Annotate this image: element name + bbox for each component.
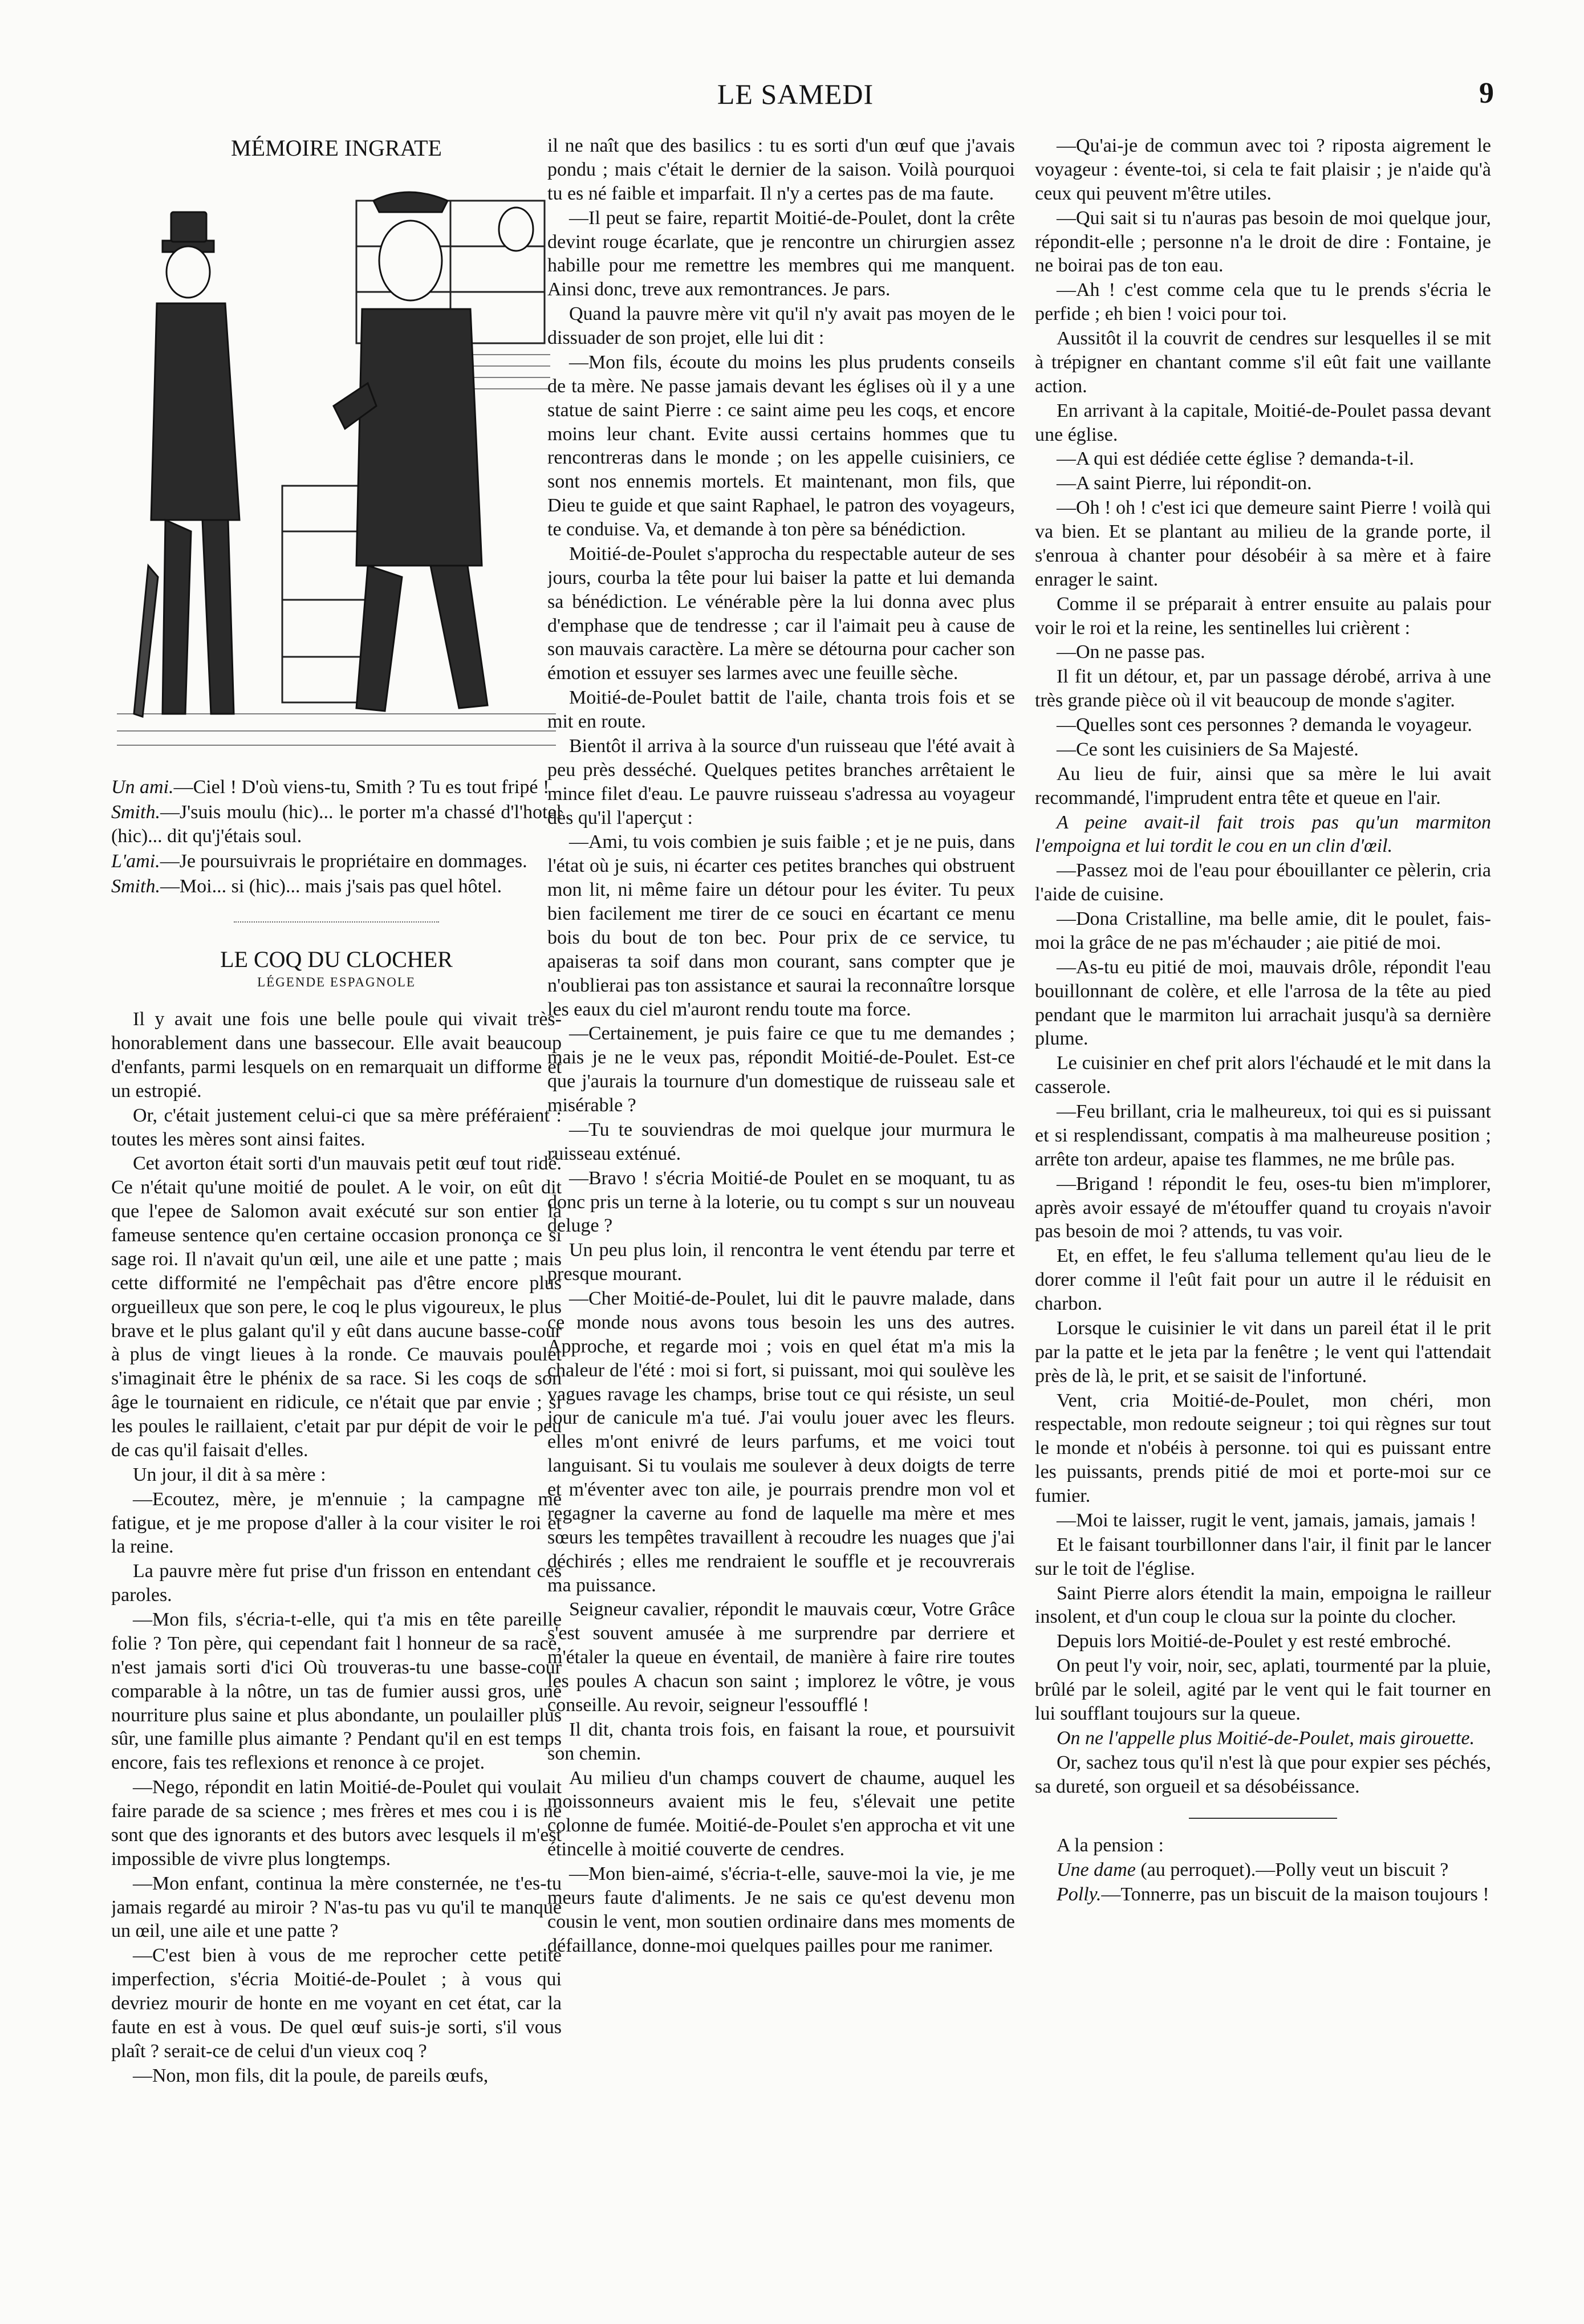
paragraph: Il fit un détour, et, par un passage dérobé, arriva à une très grande pièce où il vit beaucoup de monde s'agiter. bbox=[1035, 666, 1491, 712]
two-men-street-cartoon bbox=[117, 166, 556, 759]
paragraph: —Mon fils, s'écria-t-elle, qui t'a mis en tête pareille folie ? Ton père, qui cependant fait l honneur de sa race, n'est jamais sorti d'ici Où trouveras-tu une basse-cour comparable à la nôtre, un tas de fumier aussi gros, une nourriture plus saine et plus abondante, un poulailler plus sûr, une famille plus aimante ? Pendant qu'il en est temps encore, fais tes reflexions et renonce à ce projet. bbox=[111, 1609, 562, 1774]
paragraph: Moitié-de-Poulet s'approcha du respectable auteur de ses jours, courba la tête pour lui baiser la patte et lui demanda sa bénédiction. Le vénérable père la lui donna avec plus d'emphase que de tendresse ; car il l'aimait peu à cause de son mauvais caractère. La mère se détourna pour cacher son émotion et essuyer ses larmes avec une feuille sèche. bbox=[547, 543, 1015, 684]
paragraph: Or, c'était justement celui-ci que sa mère préféraient : toutes les mères sont ainsi faites. bbox=[111, 1104, 562, 1150]
paragraph: Et le faisant tourbillonner dans l'air, il finit par le lancer sur le toit de l'église. bbox=[1035, 1534, 1491, 1579]
paragraph: Quand la pauvre mère vit qu'il n'y avait pas moyen de le dissuader de son projet, elle lui dit : bbox=[547, 303, 1015, 348]
paragraph: —Mon bien-aimé, s'écria-t-elle, sauve-moi la vie, je me meurs faute d'aliments. Je ne sais ce qu'est devenu mon cousin le vent, mon soutien ordinaire dans mes moments de défaillance, donne-moi quelques pailles pour me ranimer. bbox=[547, 1863, 1015, 1956]
paragraph: A peine avait-il fait trois pas qu'un marmiton l'empoigna et lui tordit le cou en un clin d'œil. bbox=[1035, 811, 1491, 857]
column-1 bbox=[111, 134, 562, 2278]
paragraph: —Qui sait si tu n'auras pas besoin de moi quelque jour, répondit-elle ; personne n'a le droit de dire : Fontaine, je ne boirai pas de ton eau. bbox=[1035, 207, 1491, 277]
paragraph: —Feu brillant, cria le malheureux, toi qui es si puissant et si resplendissant, compatis à ma malheureuse position ; arrête ton ardeur, apaise tes flammes, ne me brûle pas. bbox=[1035, 1101, 1491, 1170]
paragraph: —Passez moi de l'eau pour ébouillanter ce pèlerin, cria l'aide de cuisine. bbox=[1035, 860, 1491, 905]
paragraph: —Quelles sont ces personnes ? demanda le voyageur. bbox=[1057, 714, 1472, 736]
paragraph: —As-tu eu pitié de moi, mauvais drôle, répondit l'eau bouillonnant de colère, et elle l'arrosa de la tête au pied pendant que le marmiton lui arrachait jusqu'à sa dernière plume. bbox=[1035, 956, 1491, 1050]
paragraph: —Tu te souviendras de moi quelque jour murmura le ruisseau exténué. bbox=[547, 1119, 1015, 1164]
paragraph: Bientôt il arriva à la source d'un ruisseau que l'été avait à peu près desséché. Quelques petites branches arrêtaient le mince filet d'eau. Le pauvre ruisseau s'adressa au voyageur dès qu'il l'aperçut : bbox=[547, 735, 1015, 828]
paragraph: Aussitôt il la couvrit de cendres sur lesquelles il se mit à trépigner en chantant comme s'il eût fait une vaillante action. bbox=[1035, 328, 1491, 397]
column-3 bbox=[1035, 134, 1491, 2278]
paragraph: En arrivant à la capitale, Moitié-de-Poulet passa devant une église. bbox=[1035, 400, 1491, 445]
joke-line: Une dame (au perroquet).—Polly veut un biscuit ? bbox=[1057, 1859, 1449, 1881]
story-title: LE COQ DU CLOCHER bbox=[220, 946, 453, 972]
paragraph: —Qu'ai-je de commun avec toi ? riposta aigrement le voyageur : évente-toi, si cela te fait plaisir ; je n'aide qu'à ceux qui peuvent m'être utiles. bbox=[1035, 135, 1491, 204]
paragraph: —Bravo ! s'écria Moitié-de Poulet en se moquant, tu as donc pris un terne à la loterie, ou tu compt s sur un nouveau deluge ? bbox=[547, 1167, 1015, 1237]
paragraph: —C'est bien à vous de me reprocher cette petite imperfection, s'écria Moitié-de-Poulet ; à vous qui devriez mourir de honte en me voyant en cet état, car la faute en est à vous. De quel œuf suis-je sorti, s'il vous plaît ? serait-ce de celui d'un vieux coq ? bbox=[111, 1945, 562, 2062]
story-subtitle: LÉGENDE ESPAGNOLE bbox=[257, 974, 416, 989]
cartoon-title: MÉMOIRE INGRATE bbox=[231, 135, 442, 161]
paragraph: On peut l'y voir, noir, sec, aplati, tourmenté par la pluie, brûlé par le soleil, agité par le vent qui le fait tourner en lui soufflant toujours sur la queue. bbox=[1035, 1655, 1491, 1724]
page-number: 9 bbox=[1479, 77, 1494, 109]
paragraph: —Ah ! c'est comme cela que tu le prends s'écria le perfide ; eh bien ! voici pour toi. bbox=[1035, 279, 1491, 325]
paragraph: Un peu plus loin, il rencontra le vent étendu par terre et presque mourant. bbox=[547, 1240, 1015, 1285]
paragraph: Cet avorton était sorti d'un mauvais petit œuf tout ridé. Ce n'était qu'une moitié de poulet. A le voir, on eût dit que l'epee de Salomon avait exécuté sur son entier la fameuse sentence qu'en certaine occasion prononça ce si sage roi. Il n'avait qu'un œil, une aile et une patte ; mais cette difformité ne l'empêchait pas d'être encore plus orgueilleux que son pere, le coq le plus vigoureux, le plus brave et le plus galant qu'il y eût dans aucune basse-cour à plus de vingt lieues à la ronde. Ce mauvais poulet s'imaginait être le phénix de sa race. Si les coqs de son âge le tournaient en ridicule, ce n'était que par envie ; si les poules le raillaient, c'etait par pur dépit de voir le peu de cas qu'il faisait d'elles. bbox=[111, 1153, 562, 1461]
paragraph: Comme il se préparait à entrer ensuite au palais pour voir le roi et la reine, les sentinelles lui crièrent : bbox=[1035, 593, 1491, 639]
cartoon-caption bbox=[111, 775, 562, 898]
paragraph: Un jour, il dit à sa mère : bbox=[133, 1464, 326, 1485]
section-divider bbox=[1189, 1818, 1337, 1819]
page-header bbox=[97, 74, 1494, 120]
paragraph: —Brigand ! répondit le feu, oses-tu bien m'implorer, après avoir essayé de m'étouffer quand tu croyais n'avoir pas besoin de moi ? attends, tu vas voir. bbox=[1035, 1173, 1491, 1242]
paragraph: —Mon fils, écoute du moins les plus prudents conseils de ta mère. Ne passe jamais devant les églises où il y a une statue de saint Pierre : ce saint aime peu les coqs, et encore moins leur chant. Evite aussi certains hommes que tu rencontreras dans le monde ; on les appelle cuisiniers, ce sont nos ennemis mortels. Et maintenant, mon fils, que Dieu te guide et que saint Raphael, le patron des voyageurs, te conduise. Va, et demande à ton père sa bénédiction. bbox=[547, 351, 1015, 540]
section-divider bbox=[234, 921, 439, 923]
paragraph: —A saint Pierre, lui répondit-on. bbox=[1057, 473, 1312, 494]
caption-line: Un ami.—Ciel ! D'où viens-tu, Smith ? Tu es tout fripé ! bbox=[111, 777, 550, 798]
paragraph: Et, en effet, le feu s'alluma tellement qu'au lieu de le dorer comme il l'eût fait pour un autre il le réduisit en charbon. bbox=[1035, 1245, 1491, 1314]
paragraph: —Ce sont les cuisiniers de Sa Majesté. bbox=[1057, 738, 1359, 760]
column-2 bbox=[547, 134, 1015, 2278]
joke-intro: A la pension : bbox=[1057, 1835, 1164, 1856]
paragraph: Lorsque le cuisinier le vit dans un pareil état il le prit par la patte et le jeta par la fenêtre ; le vent qui l'attendait près de là, le prit, et se saisit de l'infortuné. bbox=[1035, 1317, 1491, 1387]
paragraph: —Ami, tu vois combien je suis faible ; et je ne puis, dans l'état où je suis, ni écarter ces petites branches qui obstruent mon lit, ni même faire un détour pour les éviter. Tu peux bien facilement me tirer de ce souci en écartant ce menu bois du bout de ton bec. Pour prix de ce service, tu apaiseras ta soif dans mon courant, sans compter que je n'oublierai pas ton assistance et saurai la reconnaître lorsque les eaux du ciel m'auront rendu toute ma force. bbox=[547, 831, 1015, 1020]
paragraph: Seigneur cavalier, répondit le mauvais cœur, Votre Grâce s'est souvent amusée à me surprendre par derriere et m'étaler la queue en éventail, de manière à faire rire toutes les poules A chacun son saint ; implorez le vôtre, je vous conseille. Au revoir, seigneur l'essoufflé ! bbox=[547, 1599, 1015, 1716]
newspaper-title: LE SAMEDI bbox=[717, 78, 874, 110]
joke-line: Polly.—Tonnerre, pas un biscuit de la maison toujours ! bbox=[1057, 1884, 1489, 1905]
paragraph: —On ne passe pas. bbox=[1057, 641, 1205, 663]
paragraph: —Oh ! oh ! c'est ici que demeure saint Pierre ! voilà qui va bien. Et se plantant au milieu de la grande porte, il s'enroua à chanter pour désobéir à sa mère et à faire enrager le saint. bbox=[1035, 497, 1491, 590]
paragraph: Au lieu de fuir, ainsi que sa mère le lui avait recommandé, l'imprudent entra tête et queue en l'air. bbox=[1035, 763, 1491, 808]
paragraph: —Certainement, je puis faire ce que tu me demandes ; mais je ne le veux pas, répondit Moitié-de-Poulet. Est-ce que j'aurais la tournure d'un domestique de ruisseau sale et misérable ? bbox=[547, 1023, 1015, 1116]
paragraph: il ne naît que des basilics : tu es sorti d'un œuf que j'avais pondu ; mais c'était le dernier de la saison. Voilà pourquoi tu es né faible et imparfait. Il n'y a certes pas de ma faute. bbox=[547, 135, 1015, 204]
paragraph: —Moi te laisser, rugit le vent, jamais, jamais, jamais ! bbox=[1057, 1509, 1477, 1531]
caption-line: Smith.—J'suis moulu (hic)... le porter m'a chassé d'l'hotel (hic)... dit qu'j'étais soul. bbox=[111, 802, 562, 847]
paragraph: —Dona Cristalline, ma belle amie, dit le poulet, fais-moi la grâce de ne pas m'échauder ; aie pitié de moi. bbox=[1035, 908, 1491, 953]
paragraph: On ne l'appelle plus Moitié-de-Poulet, mais girouette. bbox=[1057, 1727, 1475, 1749]
paragraph: Il dit, chanta trois fois, en faisant la roue, et poursuivit son chemin. bbox=[547, 1718, 1015, 1764]
paragraph: Le cuisinier en chef prit alors l'échaudé et le mit dans la casserole. bbox=[1035, 1053, 1491, 1098]
caption-line: L'ami.—Je poursuivrais le propriétaire en dommages. bbox=[111, 850, 527, 872]
paragraph: —Non, mon fils, dit la poule, de pareils œufs, bbox=[133, 2065, 489, 2086]
paragraph: —Mon enfant, continua la mère consternée, ne t'es-tu jamais regardé au miroir ? N'as-tu pas vu qu'il te manque un œil, une aile et une patte ? bbox=[111, 1872, 562, 1942]
paragraph: Au milieu d'un champs couvert de chaume, auquel les moissonneurs avaient mis le feu, s'élevait une petite colonne de fumée. Moitié-de-Poulet s'en approcha et vit une étincelle à moitié couverte de cendres. bbox=[547, 1767, 1015, 1860]
paragraph: Moitié-de-Poulet battit de l'aile, chanta trois fois et se mit en route. bbox=[547, 687, 1015, 732]
paragraph: Or, sachez tous qu'il n'est là que pour expier ses péchés, sa dureté, son orgueil et sa désobéissance. bbox=[1035, 1752, 1491, 1797]
paragraph: Vent, cria Moitié-de-Poulet, mon chéri, mon respectable, mon redoute seigneur ; toi qui règnes sur tout le monde et n'obéis à personne. toi qui es puissant entre les puissants, prends pitié de moi et porte-moi sur ce fumier. bbox=[1035, 1389, 1491, 1506]
caption-line: Smith.—Moi... si (hic)... mais j'sais pas quel hôtel. bbox=[111, 875, 502, 897]
paragraph: —Nego, répondit en latin Moitié-de-Poulet qui voulait faire parade de sa science ; mes frères et mes cou i is ne sont que des ignorants et des butors avec lesquels il m'est impossible de vivre plus longtemps. bbox=[111, 1777, 562, 1870]
paragraph: —Il peut se faire, repartit Moitié-de-Poulet, dont la crête devint rouge écarlate, que je rencontre un chirurgien assez habille pour me remettre les membres qui me manquent. Ainsi donc, treve aux remontrances. Je pars. bbox=[547, 207, 1015, 300]
paragraph: —A qui est dédiée cette église ? demanda-t-il. bbox=[1057, 448, 1414, 470]
paragraph: —Cher Moitié-de-Poulet, lui dit le pauvre malade, dans ce monde nous avons tous besoin les uns des autres. Approche, et regarde moi ; vois en quel état m'a mis la chaleur de l'été : moi si fort, si puissant, moi qui soulève les vagues ravage les champs, brise tout ce qui résiste, un seul jour de canicule m'a tué. J'ai voulu jouer avec les fleurs. elles m'ont enivré de leurs parfums, et me voici tout languisant. Si tu voulais me soulever à deux doigts de terre et m'éventer avec ton aile, je pourrais prendre mon vol et regagner la caverne au fond de laquelle ma mère et mes sœurs les tempêtes travaillent à recoudre les nuages que j'ai déchirés ; elles me rendraient le souffle et je recouvrerais ma puissance. bbox=[547, 1288, 1015, 1596]
paragraph: Depuis lors Moitié-de-Poulet y est resté embroché. bbox=[1057, 1631, 1452, 1652]
paragraph: —Ecoutez, mère, je m'ennuie ; la campagne me fatigue, et je me propose d'aller à la cour visiter le roi et la reine. bbox=[111, 1488, 562, 1558]
paragraph: Il y avait une fois une belle poule qui vivait très-honorablement dans une bassecour. Elle avait beaucoup d'enfants, parmi lesquels on en remarquait un difforme et un estropié. bbox=[111, 1009, 562, 1102]
paragraph: La pauvre mère fut prise d'un frisson en entendant ces paroles. bbox=[111, 1561, 562, 1606]
paragraph: Saint Pierre alors étendit la main, empoigna le railleur insolent, et d'un coup le cloua sur la pointe du clocher. bbox=[1035, 1582, 1491, 1628]
